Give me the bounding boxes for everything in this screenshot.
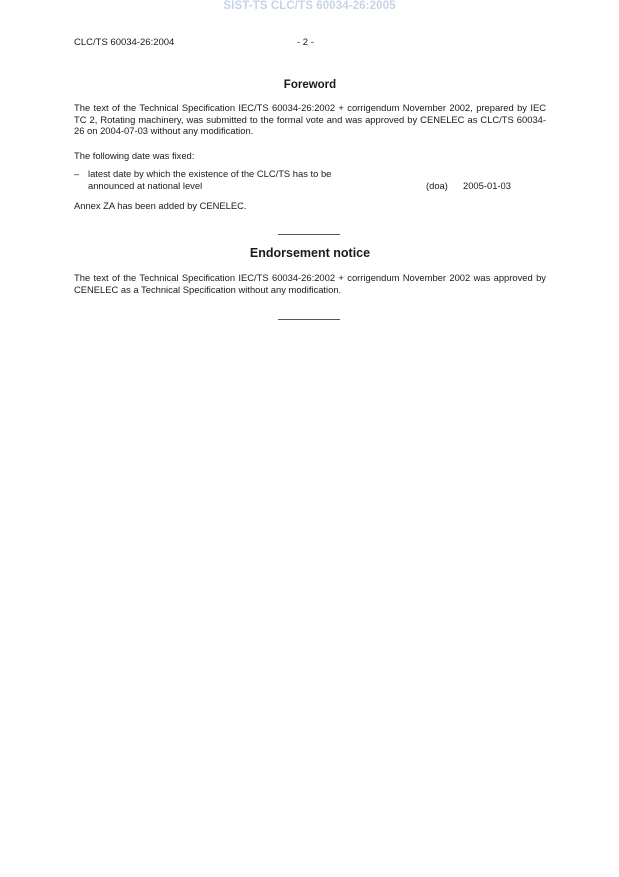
section-divider — [278, 319, 340, 320]
annex-note: Annex ZA has been added by CENELEC. — [74, 200, 247, 211]
list-bullet: – — [74, 168, 80, 179]
foreword-heading: Foreword — [283, 79, 337, 91]
date-code: (doa) — [426, 180, 448, 191]
document-id: CLC/TS 60034-26:2004 — [74, 37, 175, 48]
section-divider — [278, 234, 340, 235]
watermark: SIST-TS CLC/TS 60034-26:2005 — [223, 0, 396, 12]
page-number: - 2 - — [297, 37, 314, 48]
date-value: 2005-01-03 — [463, 180, 511, 191]
date-intro: The following date was fixed: — [74, 150, 195, 161]
endorsement-heading: Endorsement notice — [249, 246, 371, 260]
foreword-paragraph: The text of the Technical Specification IEC/TS 60034-26:2002 + corrigendum November 2002, prepared by IEC TC 2, Rotating machinery, was submitted to the formal vote and was approved by CENELEC as CLC/TS 60034-26 on 2004-07-03 without any modification. — [74, 102, 546, 136]
endorsement-paragraph: The text of the Technical Specification IEC/TS 60034-26:2002 + corrigendum November 2002 was approved by CENELEC as a Technical Specification without any modification. — [74, 272, 546, 295]
date-description: latest date by which the existence of the CLC/TS has to be announced at national level — [88, 168, 332, 191]
